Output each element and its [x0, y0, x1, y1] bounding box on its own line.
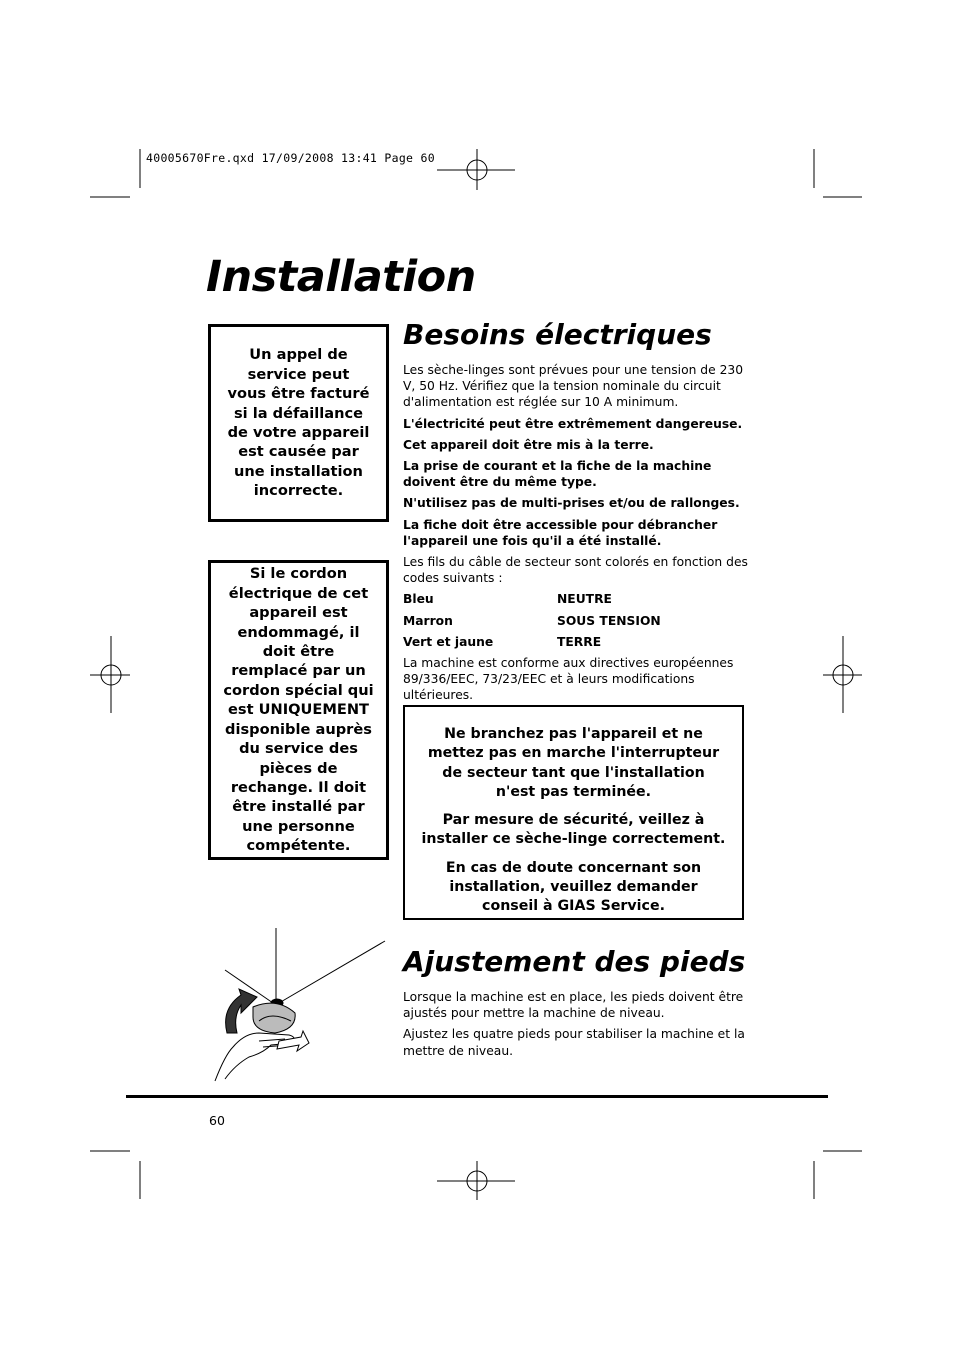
wire-row: [403, 634, 755, 650]
warning-text-3: En cas de doute concernant son installation, veuillez demander conseil à GIAS Service.: [445, 859, 702, 915]
cord-note-text: Si le cordon électrique de cet appareil est endommagé, il doit être remplacé par un cordon spécial qui est UNIQUEMENT disponible auprès du service des pièces de rechange. Il doit être installé par une personne compétente.: [223, 565, 374, 855]
danger-text: L'électricité peut être extrêmement dangereuse.: [403, 416, 743, 431]
foot-adjust-illustration: [205, 925, 390, 1085]
wire-color: Vert et jaune: [403, 634, 494, 649]
wire-row: [403, 591, 755, 607]
warning-text-1: Ne branchez pas l'appareil et ne mettez pas en marche l'interrupteur de secteur tant que l'installation n'est pas terminée.: [427, 726, 720, 800]
file-slug: 40005670Fre.qxd 17/09/2008 13:41 Page 60: [146, 151, 435, 165]
wire-codes-intro: Les fils du câble de secteur sont colorés en fonction des codes suivants :: [403, 555, 748, 586]
wire-function: NEUTRE: [557, 592, 612, 607]
pieds-text-1: Lorsque la machine est en place, les pieds doivent être ajustés pour mettre la machine de niveau.: [403, 990, 744, 1021]
warning-box: [403, 705, 744, 920]
wire-function: TERRE: [557, 634, 602, 649]
besoins-body: [403, 362, 755, 709]
footer-rule: [126, 1095, 828, 1098]
service-note-box: [208, 324, 389, 522]
earth-text: Cet appareil doit être mis à la terre.: [403, 437, 654, 452]
wire-color: Bleu: [403, 592, 434, 607]
conformity-text: La machine est conforme aux directives européennes 89/336/EEC, 73/23/EEC et à leurs modifications ultérieures.: [403, 656, 734, 703]
warning-text-2: Par mesure de sécurité, veillez à installer ce sèche-linge correctement.: [421, 812, 726, 848]
pieds-text-2: Ajustez les quatre pieds pour stabiliser la machine et la mettre de niveau.: [403, 1027, 745, 1058]
besoins-heading: Besoins électriques: [403, 318, 712, 351]
no-extension-text: N'utilisez pas de multi-prises et/ou de rallonges.: [403, 496, 740, 511]
wire-row: [403, 613, 755, 629]
cord-note-box: [208, 560, 389, 860]
wire-color: Marron: [403, 613, 453, 628]
wire-function: SOUS TENSION: [557, 613, 661, 628]
plug-type-text: La prise de courant et la fiche de la machine doivent être du même type.: [403, 459, 712, 490]
service-note-text: Un appel de service peut vous être facturé si la défaillance de votre appareil est causée par une installation incorrecte.: [227, 346, 370, 500]
pieds-heading: Ajustement des pieds: [403, 945, 746, 978]
page-number: 60: [209, 1113, 225, 1128]
besoins-intro: Les sèche-linges sont prévues pour une tension de 230 V, 50 Hz. Vérifiez que la tension nominale du circuit d'alimentation est réglée sur 10 A minimum.: [403, 363, 744, 410]
plug-access-text: La fiche doit être accessible pour débrancher l'appareil une fois qu'il a été installé.: [403, 517, 718, 548]
pieds-body: [403, 989, 755, 1064]
page-title: Installation: [206, 252, 476, 302]
